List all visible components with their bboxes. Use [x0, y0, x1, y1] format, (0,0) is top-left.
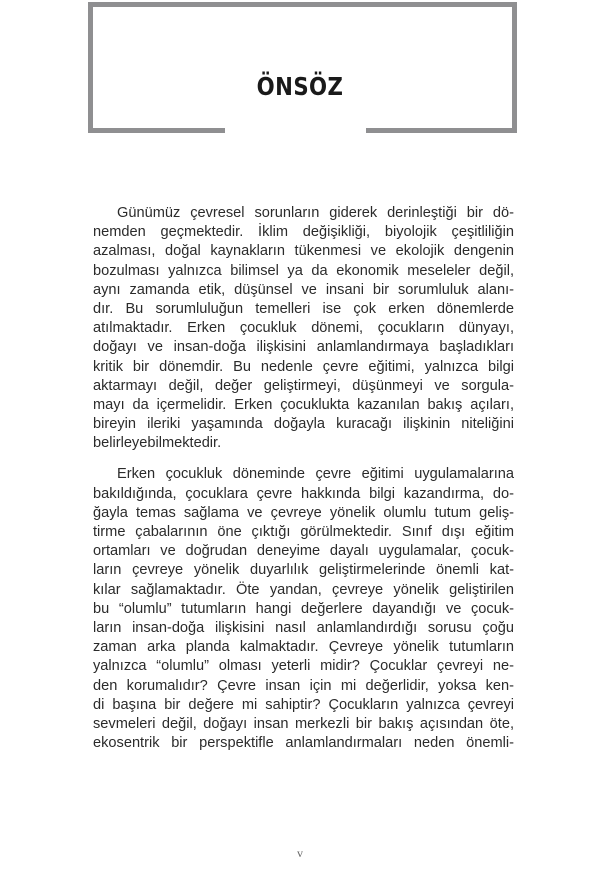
- text-line: bu “olumlu” tutumların hangi değerlere dayandığı ve çocuk-: [93, 600, 514, 617]
- page-title: ÖNSÖZ: [256, 72, 344, 101]
- text-line: di başına bir değere mi sahiptir? Çocukların yalnızca çevreyi: [93, 696, 514, 713]
- text-line: ğayla temas sağlama ve çevreye yönelik olumlu tutum geliş-: [93, 504, 514, 521]
- text-line: den korumalıdır? Çevre insan için mi değerlidir, yoksa ken-: [93, 677, 514, 694]
- text-line: mayı da içermelidir. Erken çocuklukta kazanılan bakış açıları,: [93, 396, 514, 413]
- text-line: yalnızca “olumlu” olması yeterli midir? Çocuklar çevreyi ne-: [93, 658, 514, 675]
- text-line: ların çevreye yönelik duyarlılık geliştirmelerinde önemli kat-: [93, 562, 514, 579]
- text-line: azalması, doğal kaynakların tükenmesi ve ekolojik dengenin: [93, 243, 514, 260]
- text-line: nemden geçmektedir. İklim değişikliği, biyolojik çeşitliliğin: [93, 224, 514, 241]
- text-line: atılmaktadır. Erken çocukluk dönemi, çocukların dünyayı,: [93, 320, 514, 337]
- title-frame-bottom-left: [88, 128, 225, 133]
- text-line: zaman arka planda kalmaktadır. Çevreye yönelik tutumların: [93, 639, 514, 656]
- text-line: tirme çabalarının öne çıktığı görülmektedir. Sınıf dışı eğitim: [93, 524, 514, 540]
- paragraph: [93, 465, 514, 753]
- title-frame: [88, 2, 517, 133]
- body-text: [93, 204, 514, 753]
- text-line: bozulması yalnızca bilimsel ya da ekonomik meseleler değil,: [93, 262, 514, 279]
- text-line: aktarmayı değil, değer geliştirmeyi, düşünmeyi ve sorgula-: [93, 377, 514, 394]
- text-line: bakıldığında, çocuklara çevre hakkında bilgi kazandırma, do-: [93, 485, 514, 502]
- text-line: bireyin ileriki yaşamında doğayla kuracağı ilişkinin niteliğini: [93, 416, 514, 433]
- text-line: ların insan-doğa ilişkisini nasıl anlamlandırdığı sorusu çoğu: [93, 619, 514, 636]
- text-line: aynı zamanda etik, düşünsel ve insani bir sorumluluk alanı-: [93, 281, 514, 298]
- text-line: kritik bir dönemdir. Bu nedenle çevre eğitimi, yalnızca bilgi: [93, 358, 514, 375]
- page-number: v: [297, 846, 303, 860]
- text-line: ekosentrik bir perspektifle anlamlandırmaları neden önemli-: [93, 735, 514, 752]
- text-line: dır. Bu sorumluluğun temelleri ise çok erken dönemlerde: [93, 300, 514, 317]
- text-line: sevmeleri değil, doğayı insan merkezli bir bakış açısından öte,: [93, 715, 514, 732]
- text-line: ortamları ve doğrudan deneyime dayalı uygulamalar, çocuk-: [93, 543, 514, 560]
- text-line: Erken çocukluk döneminde çevre eğitimi uygulamalarına: [117, 466, 514, 483]
- text-line: kılar sağlamaktadır. Öte yandan, çevreye yönelik geliştirilen: [93, 581, 514, 598]
- title-frame-bottom-right: [366, 128, 512, 133]
- paragraph: [93, 204, 514, 453]
- text-line: belirleyebilmektedir.: [93, 435, 222, 452]
- text-line: doğayı ve insan-doğa ilişkisini anlamlandırmaya başladıkları: [93, 339, 514, 356]
- text-line: Günümüz çevresel sorunların giderek derinleştiği bir dö-: [117, 205, 514, 221]
